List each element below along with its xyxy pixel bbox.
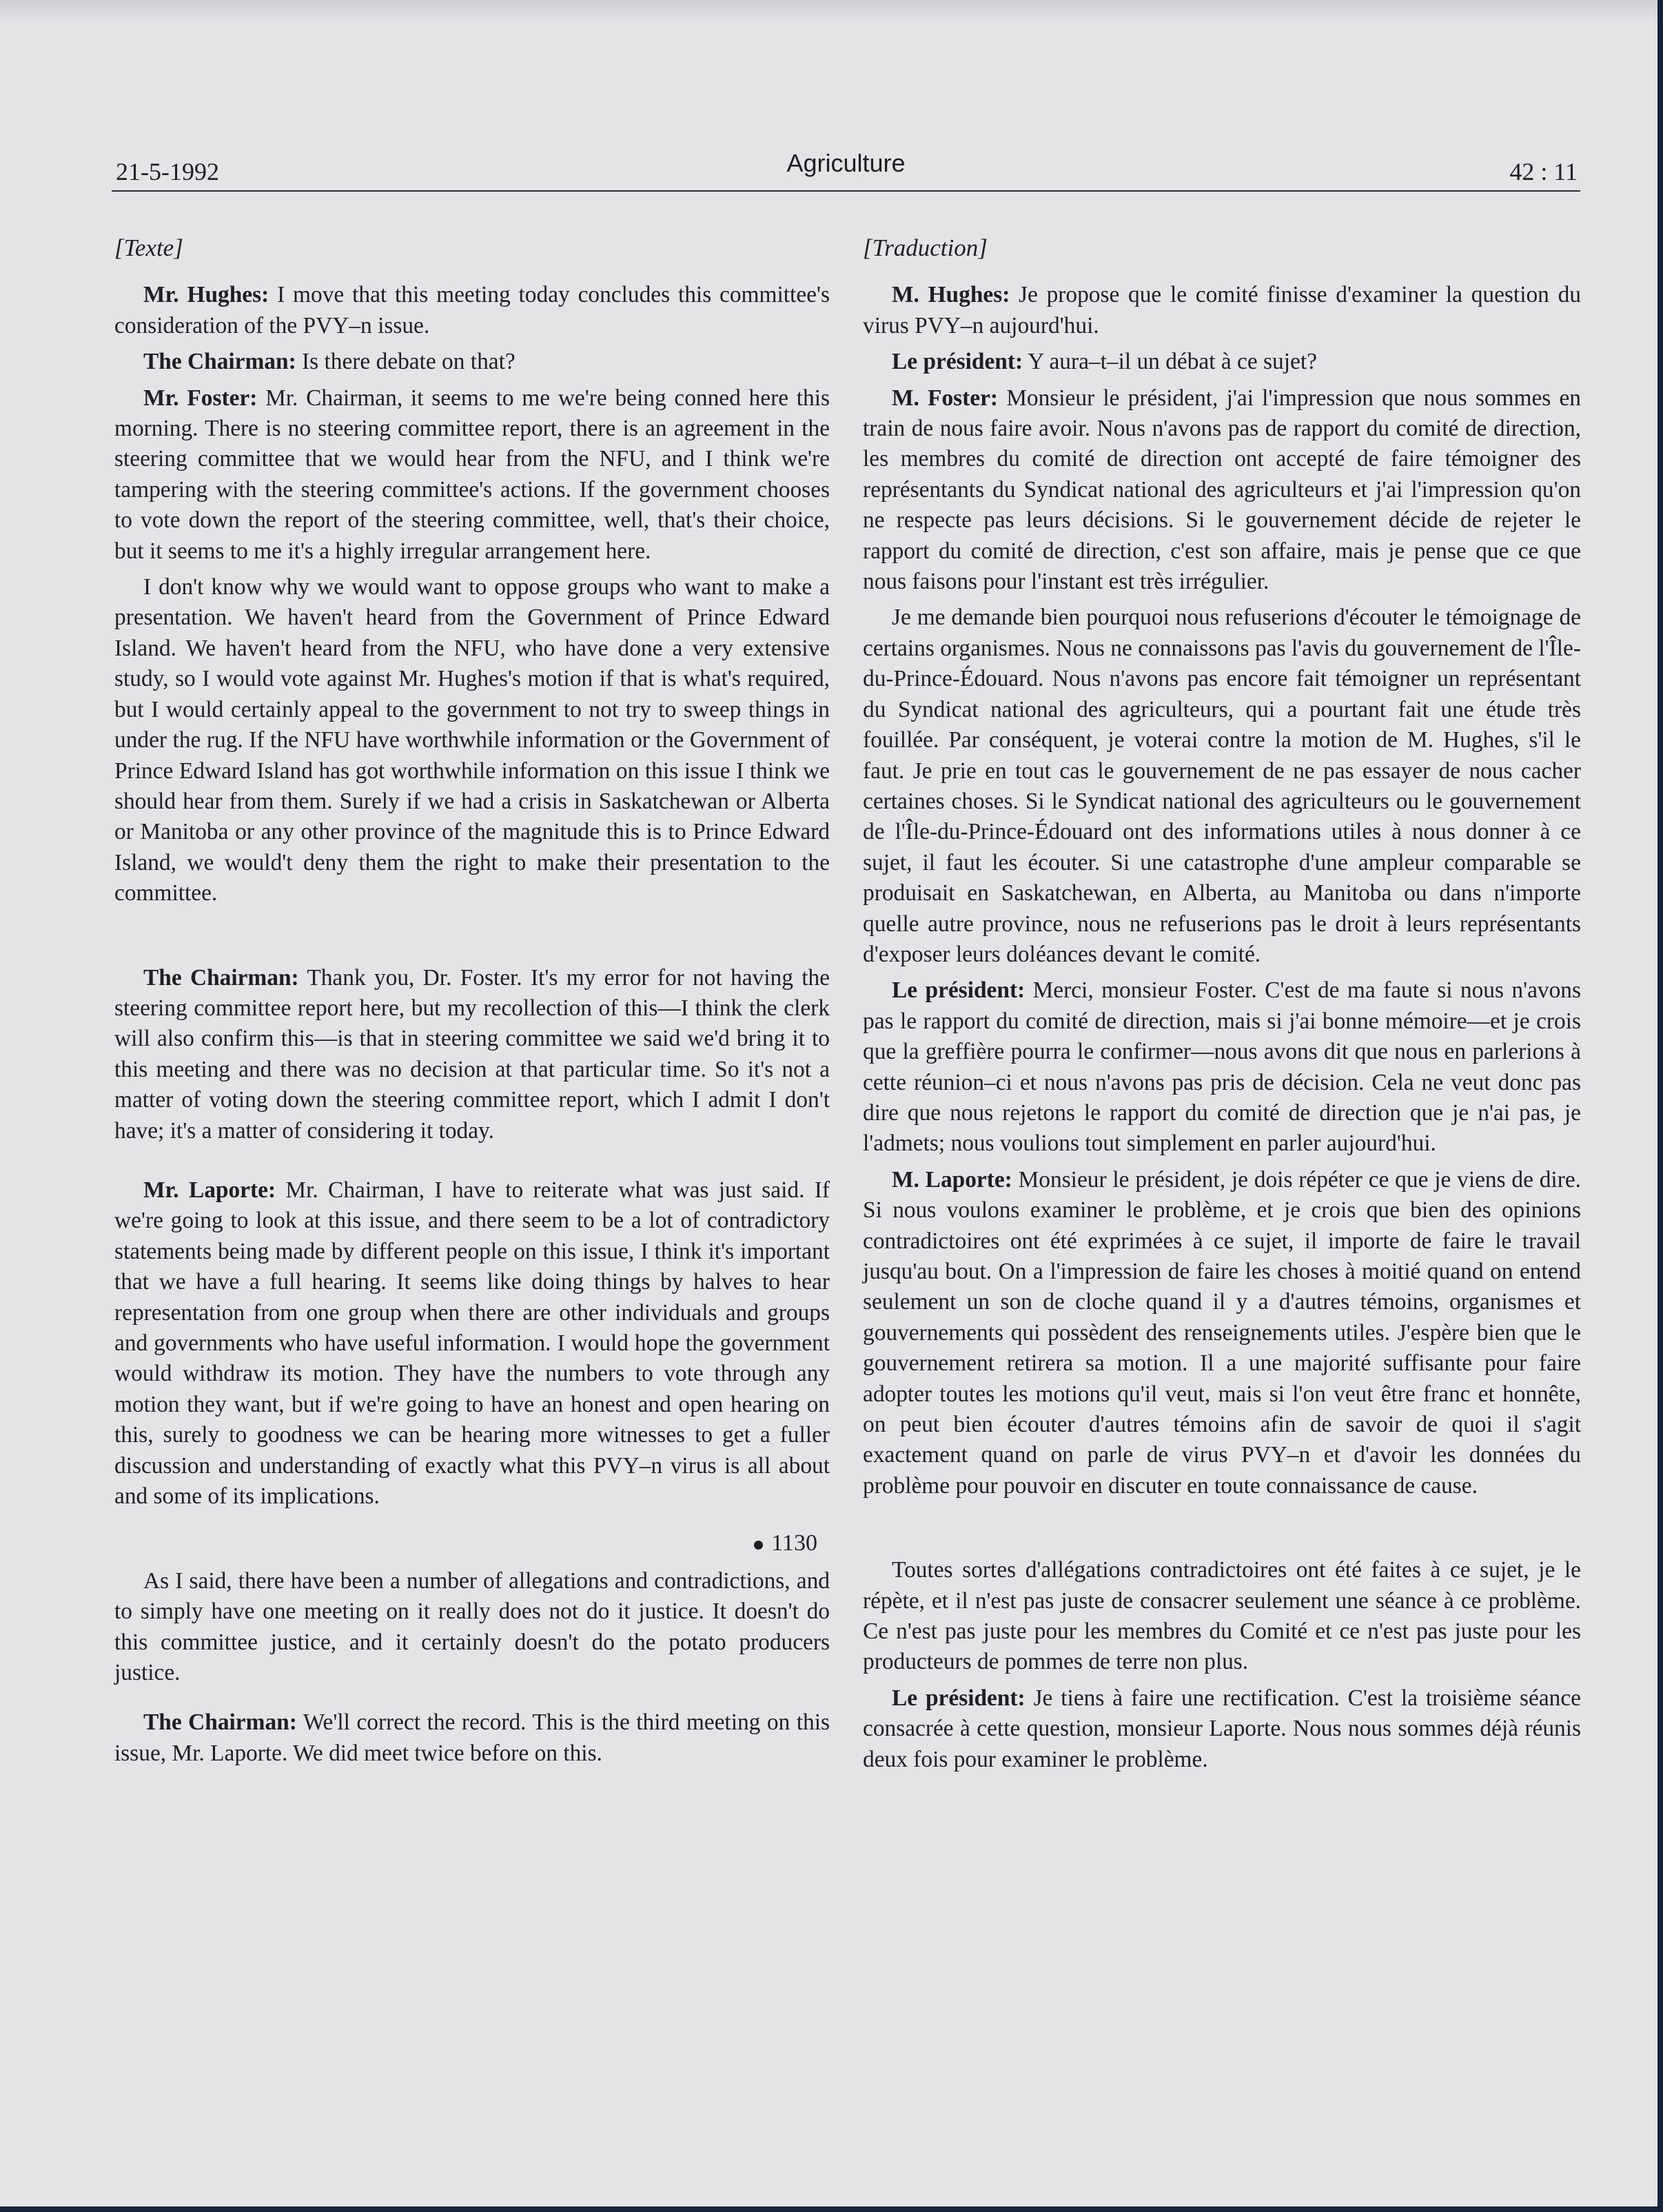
speaker-name: Le président: — [892, 349, 1023, 375]
spacer — [863, 1507, 1581, 1555]
header-date: 21-5-1992 — [116, 158, 219, 185]
speech-text: We'll correct the record. This is the third meeting on this issue, Mr. Laporte. We did meet twice before on this. — [114, 1709, 830, 1766]
speech-text: Je tiens à faire une rectification. C'est la troisième séance consacrée à cette question, monsieur Laporte. Nous nous sommes déjà réunis deux fois pour examiner le problème. — [863, 1685, 1581, 1772]
speaker-name: The Chairman: — [143, 1709, 297, 1736]
spacer — [114, 1152, 830, 1175]
speech-text: Is there debate on that? — [296, 349, 516, 375]
time-marker — [114, 1528, 817, 1559]
paragraph: I don't know why we would want to oppose groups who want to make a presentation. We haven't heard from the Government of Prince Edward Island. We haven't heard from the NFU, who have done a very extensive study, so I would vote against Mr. Hughes's motion if that is what's required, but I would certainly appeal to the government to not try to sweep things in under the rug. If the NFU have worthwhile information or the Government of Prince Edward Island has got worthwhile information on this issue I think we should hear from them. Surely if we had a crisis in Saskatchewan or Alberta or Manitoba or any other province of the magnitude this is to Prince Edward Island, we would't deny them the right to make their presentation to the committee. — [114, 574, 830, 906]
paragraph — [114, 383, 830, 567]
speaker-name: M. Laporte: — [892, 1166, 1012, 1193]
spacer — [114, 1694, 830, 1707]
speaker-name: Mr. Laporte: — [143, 1177, 276, 1203]
english-column — [114, 233, 830, 1774]
running-header — [112, 142, 1580, 192]
paragraph — [863, 280, 1581, 341]
paragraph — [114, 347, 830, 377]
paragraph — [114, 1175, 830, 1512]
speech-text: Je propose que le comité finisse d'examiner la question du virus PVY–n aujourd'hui. — [863, 282, 1581, 338]
spacer — [114, 915, 830, 963]
paragraph — [863, 1165, 1581, 1501]
time-marker-text: 1130 — [771, 1530, 817, 1556]
speech-text: Mr. Chairman, I have to reiterate what was just said. If we're going to look at this issue, and there seem to be a lot of contradictory statements being made by different people on this issue, I think it's important that we have a full hearing. It seems like doing things by halves to hear representation from one group when there are other individuals and groups and governments who have useful information. I would hope the government would withdraw its motion. They have the numbers to vote through any motion they want, but if we're going to have an honest and open hearing on this, surely to goodness we can be hearing more witnesses to get a fuller discussion and understanding of exactly what this PVY–n virus is all about and some of its implications. — [114, 1177, 830, 1510]
paragraph — [863, 975, 1581, 1159]
header-title: Agriculture — [786, 149, 906, 177]
speech-text: Monsieur le président, j'ai l'impression que nous sommes en train de nous faire avoir. Nous n'avons pas de rapport du comité de direction, les membres du comité de direction ont accepté de faire témoigner des représentants du Syndicat national des agriculteurs et j'ai l'impression qu'on ne respecte pas leurs décisions. Si le gouvernement décide de rejeter le rapport du comité de direction, c'est son affaire, mais je pense que ce que nous faisons pour l'instant est très irrégulier. — [863, 385, 1581, 595]
paragraph — [114, 280, 830, 341]
speaker-name: Le président: — [892, 1685, 1026, 1711]
speech-text: Merci, monsieur Foster. C'est de ma faute si nous n'avons pas le rapport du comité de direction, mais si j'ai bonne mémoire—et je crois que la greffière pourra le confirmer—nous avons dit que nous en parlerions à cette réunion–ci et nous n'avons pas pris de décision. Cela ne veut donc pas dire que nous rejetons le rapport du comité de direction que je n'ai pas, je l'admets; nous voulions tout simplement en parler aujourd'hui. — [863, 977, 1581, 1157]
paragraph — [114, 1707, 830, 1769]
paragraph — [863, 347, 1581, 377]
paragraph — [863, 383, 1581, 598]
speech-text: Monsieur le président, je dois répéter ce que je viens de dire. Si nous voulons examiner le problème, et je crois que bien des opinions contradictoires ont été exprimées à ce sujet, il importe de faire le travail jusqu'au bout. On a l'impression de faire les choses à moitié quand on entend seulement un son de cloche quand il y a d'autres témoins, organismes et gouvernements qui possèdent des renseignements utiles. J'espère bien que le gouvernement retirera sa motion. Il a une majorité suffisante pour faire adopter toutes les motions qu'il veut, mais si l'on veut être franc et honnête, on peut bien écouter d'autres témoins afin de savoir de quoi il s'agit exactement quand on parle de virus PVY–n et d'avoir les données du problème pour pouvoir en discuter en toute connaissance de cause. — [863, 1166, 1581, 1499]
paragraph: Je me demande bien pourquoi nous refuserions d'écouter le témoignage de certains organismes. Nous ne connaissons pas l'avis du gouvernement de l'Île-du-Prince-Édouard. Nous n'avons pas encore fait témoigner un représentant du Syndicat national des agriculteurs, qui a pourtant fait une étude très fouillée. Par conséquent, je voterai contre la motion de M. Hughes, s'il le faut. Je prie en tout cas le gouvernement de ne pas essayer de nous cacher certaines choses. Si le Syndicat national des agriculteurs ou le gouvernement de l'Île-du-Prince-Édouard ont des informations utiles à nous donner à ce sujet, il faut les écouter. Si une catastrophe d'une ampleur comparable se produisait en Saskatchewan, en Alberta, au Manitoba ou dans n'importe quelle autre province, nous ne refuserions pas le droit à leurs représentants d'exposer leurs doléances devant le comité. — [863, 605, 1581, 967]
speaker-name: The Chairman: — [143, 349, 296, 375]
speaker-name: M. Hughes: — [892, 282, 1010, 308]
speech-text: I move that this meeting today concludes this committee's consideration of the PVY–n issue. — [114, 282, 830, 338]
paragraph — [114, 963, 830, 1146]
bullet-icon — [754, 1541, 763, 1550]
speaker-name: Mr. Foster: — [143, 385, 258, 411]
header-page-number: 42 : 11 — [1509, 158, 1578, 185]
paragraph: As I said, there have been a number of allegations and contradictions, and to simply have one meeting on it really does not do it justice. It doesn't do this committee justice, and it certainly doesn't do the potato producers justice. — [114, 1567, 830, 1686]
speech-text: Thank you, Dr. Foster. It's my error for not having the steering committee report here, but my recollection of this—I think the clerk will also confirm this—is that in steering committee we said we'd bring it to this meeting and there was no decision at that particular time. So it's not a matter of voting down the steering committee report, which I admit I don't have; it's a matter of considering it today. — [114, 964, 830, 1144]
french-column — [863, 233, 1581, 1780]
speech-text: Mr. Chairman, it seems to me we're being conned here this morning. There is no steering committee report, there is an agreement in the steering committee that we would hear from the NFU, and I think we're tampering with the steering committee's actions. If the government chooses to vote down the report of the steering committee, well, that's their choice, but it seems to me it's a highly irregular arrangement here. — [114, 385, 830, 564]
column-label: [Texte] — [114, 234, 183, 261]
speaker-name: Le président: — [892, 977, 1026, 1004]
paragraph — [863, 1683, 1581, 1775]
speech-text: Y aura–t–il un débat à ce sujet? — [1023, 349, 1317, 375]
speaker-name: Mr. Hughes: — [143, 282, 269, 308]
speaker-name: M. Foster: — [892, 385, 999, 411]
speaker-name: The Chairman: — [143, 964, 299, 991]
column-label: [Traduction] — [863, 234, 988, 261]
paragraph: Toutes sortes d'allégations contradictoires ont été faites à ce sujet, je le répète, et il n'est pas juste de consacrer seulement une séance à ce problème. Ce n'est pas juste pour les membres du Comité et ce n'est pas juste pour les producteurs de pommes de terre non plus. — [863, 1557, 1581, 1675]
